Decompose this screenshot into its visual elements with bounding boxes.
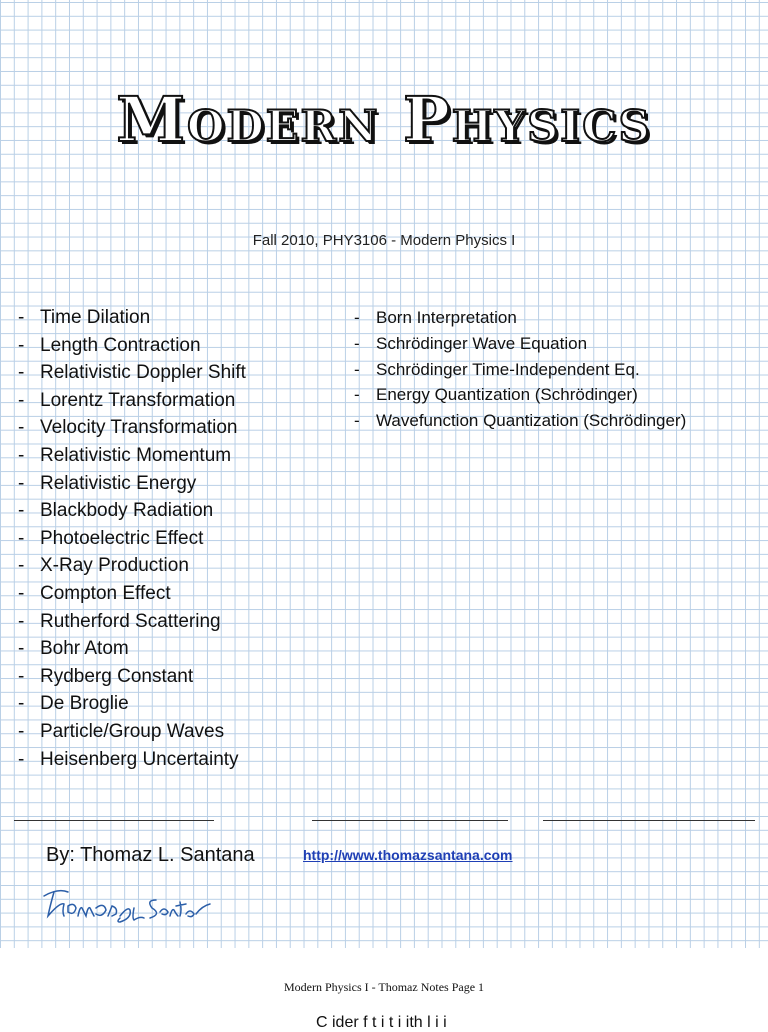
list-item: - Lorentz Transformation [18,387,246,415]
list-item: - X-Ray Production [18,552,246,580]
list-item: - Born Interpretation [354,305,686,331]
list-item: - De Broglie [18,690,246,718]
author-name: By: Thomaz L. Santana [46,844,255,866]
list-item: - Schrödinger Wave Equation [354,331,686,357]
divider-line [14,820,214,821]
list-item: - Relativistic Momentum [18,442,246,470]
signature-image [38,882,218,926]
cutoff-text: C ider f t i t i ith l i i [316,1014,447,1031]
divider-line [543,820,755,821]
list-item: - Bohr Atom [18,635,246,663]
list-item: - Particle/Group Waves [18,718,246,746]
divider-line [312,820,508,821]
list-item: - Rydberg Constant [18,663,246,691]
list-item: - Blackbody Radiation [18,497,246,525]
list-item: - Energy Quantization (Schrödinger) [354,382,686,408]
page-title: Modern Physics [116,83,652,156]
list-item: - Velocity Transformation [18,414,246,442]
topic-list-left [18,304,246,773]
list-item: - Relativistic Doppler Shift [18,359,246,387]
list-item: - Compton Effect [18,580,246,608]
website-link[interactable]: http://www.thomazsantana.com [303,847,513,863]
list-item: - Length Contraction [18,332,246,360]
course-subtitle: Fall 2010, PHY3106 - Modern Physics I [252,232,516,249]
list-item: - Wavefunction Quantization (Schrödinger) [354,408,686,434]
list-item: - Heisenberg Uncertainty [18,746,246,774]
list-item: - Schrödinger Time-Independent Eq. [354,357,686,383]
list-item: - Time Dilation [18,304,246,332]
list-item: - Photoelectric Effect [18,525,246,553]
topic-list-right [354,305,686,434]
list-item: - Relativistic Energy [18,470,246,498]
page-footer: Modern Physics I - Thomaz Notes Page 1 [283,980,485,994]
list-item: - Rutherford Scattering [18,608,246,636]
